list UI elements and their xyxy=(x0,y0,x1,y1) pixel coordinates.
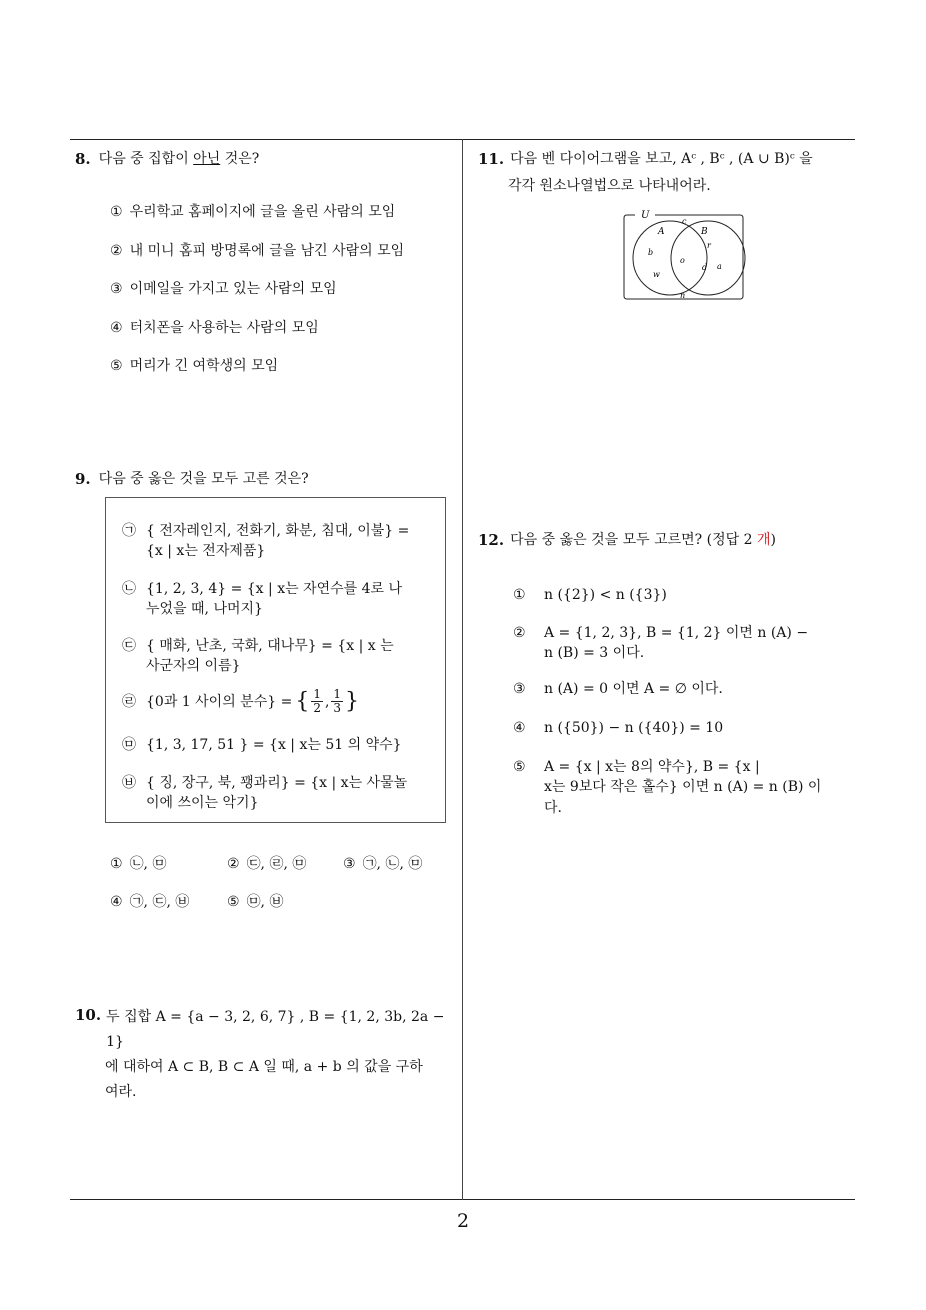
fraction-third: $\frac{1}{3}$ xyxy=(333,687,342,716)
option-mark: ④ xyxy=(513,720,526,736)
question-10 xyxy=(75,1005,457,1105)
question-number: 10. xyxy=(75,1006,102,1024)
option-line: A = {1, 2, 3}, B = {1, 2} 이면 n (A) − xyxy=(544,625,809,641)
fraction-half: $\frac{1}{2}$ xyxy=(313,687,321,716)
element-w: w xyxy=(653,270,660,279)
q9-statement-6 xyxy=(122,773,428,814)
question-line: 여라. xyxy=(105,1084,137,1100)
answer-count-word: 개 xyxy=(756,532,771,548)
element-o: o xyxy=(680,256,685,265)
choice-mark: ② xyxy=(227,856,240,872)
q9-statement-2 xyxy=(122,579,428,620)
option-mark: ① xyxy=(110,204,123,220)
option-line: n ({50}) − n ({40}) = 10 xyxy=(544,720,724,736)
option-line: A = {x | x는 8의 약수}, B = {x | xyxy=(544,759,760,775)
question-9 xyxy=(75,469,450,491)
question-12 xyxy=(478,530,863,552)
q8-option-5[interactable] xyxy=(110,356,278,376)
question-text-pre: 다음 중 집합이 xyxy=(98,151,189,167)
question-text: 다음 벤 다이어그램을 보고, Aᶜ , Bᶜ , (A ∪ B)ᶜ 을 xyxy=(510,151,813,167)
venn-diagram xyxy=(621,207,747,303)
question-text xyxy=(510,530,863,550)
option-text: 머리가 긴 여학생의 모임 xyxy=(129,358,279,374)
statement-mark: ㉡ xyxy=(122,581,136,597)
choice-mark: ④ xyxy=(110,894,123,910)
statement-line: 사군자의 이름} xyxy=(146,658,241,675)
option-mark: ⑤ xyxy=(110,358,123,374)
question-number: 8. xyxy=(75,150,91,168)
option-mark: ③ xyxy=(110,281,123,297)
q8-option-3[interactable] xyxy=(110,279,337,299)
choice-text: ㉠, ㉡, ㉤ xyxy=(362,856,423,872)
q9-choice-2[interactable] xyxy=(227,854,306,874)
question-8 xyxy=(75,149,450,171)
option-mark: ① xyxy=(513,587,526,603)
question-text-post: 것은? xyxy=(224,151,260,167)
statement-mark: ㉥ xyxy=(122,775,136,791)
option-text: 우리학교 홈페이지에 글을 올린 사람의 모임 xyxy=(129,204,396,220)
statement-mark: ㉠ xyxy=(122,523,136,539)
question-text-main: 다음 중 옳은 것을 모두 고르면? (정답 2 xyxy=(510,532,753,548)
statement-line: 누었을 때, 나머지} xyxy=(146,601,263,618)
column-divider xyxy=(462,139,463,1200)
question-text: 다음 중 옳은 것을 모두 고른 것은? xyxy=(98,471,309,487)
choice-text: ㉤, ㉥ xyxy=(246,894,284,910)
option-line: n (A) = 0 이면 A = ∅ 이다. xyxy=(544,681,723,697)
set-a-circle xyxy=(633,221,707,295)
statement-mark: ㉤ xyxy=(122,737,136,753)
statement-line: { 징, 장구, 북, 꽹과리} = {x | x는 사물놀 xyxy=(146,775,408,791)
question-number: 12. xyxy=(478,531,505,549)
element-a: a xyxy=(717,262,722,271)
set-a-label: A xyxy=(658,227,665,237)
statement-line: {x | x는 전자제품} xyxy=(146,543,266,560)
question-text-end: ) xyxy=(770,532,776,548)
statement-mark: ㉣ xyxy=(122,693,136,710)
q9-choice-1[interactable] xyxy=(110,854,166,874)
element-b: b xyxy=(648,248,654,257)
question-line: 에 대하여 A ⊂ B, B ⊂ A 일 때, a + b 의 값을 구하 xyxy=(105,1059,423,1075)
q9-choice-3[interactable] xyxy=(343,854,422,874)
option-mark: ④ xyxy=(110,320,123,336)
question-number: 11. xyxy=(478,150,505,168)
choice-mark: ③ xyxy=(343,856,356,872)
q12-option-2[interactable] xyxy=(513,623,853,664)
choice-mark: ① xyxy=(110,856,123,872)
choice-text: ㉢, ㉣, ㉤ xyxy=(246,856,307,872)
option-mark: ② xyxy=(110,243,123,259)
option-mark: ② xyxy=(513,625,526,641)
q9-choice-5[interactable] xyxy=(227,892,283,912)
question-line: 두 집합 A = {a − 3, 2, 6, 7} , B = {1, 2, 3b, 2a − 1} xyxy=(106,1009,445,1050)
element-c: c xyxy=(682,217,687,226)
statement-line: { 전자레인지, 전화기, 화분, 침대, 이불} = xyxy=(146,523,410,539)
option-mark: ⑤ xyxy=(513,759,526,775)
q12-option-4[interactable] xyxy=(513,718,848,738)
statement-line: { 매화, 난초, 국화, 대나무} = {x | x 는 xyxy=(146,638,394,654)
option-text: 이메일을 가지고 있는 사람의 모임 xyxy=(129,281,337,297)
option-line: 다. xyxy=(544,799,562,816)
question-11 xyxy=(478,149,863,196)
statement-line: {1, 2, 3, 4} = {x | x는 자연수를 4로 나 xyxy=(146,581,403,597)
page-number: 2 xyxy=(456,1210,470,1232)
question-line: 각각 원소나열법으로 나타내어라. xyxy=(508,177,711,194)
q9-statement-4: ㉣ {0과 1 사이의 분수} = { $\frac{1}{2}$ , $\frac{1}{3}$ } xyxy=(122,687,360,716)
statement-line: {1, 3, 17, 51 } = {x | x는 51 의 약수} xyxy=(146,737,402,753)
q8-option-4[interactable] xyxy=(110,318,319,338)
universe-label: U xyxy=(641,210,650,221)
element-d: d xyxy=(702,263,708,272)
option-text: 터치폰을 사용하는 사람의 모임 xyxy=(129,320,319,336)
option-line: n ({2}) < n ({3}) xyxy=(544,587,667,603)
option-mark: ③ xyxy=(513,681,526,697)
statement-line: 이에 쓰이는 악기} xyxy=(146,795,259,812)
statement-mark: ㉢ xyxy=(122,638,136,654)
element-r: r xyxy=(707,241,711,250)
choice-text: ㉡, ㉤ xyxy=(129,856,167,872)
set-b-label: B xyxy=(701,227,708,237)
choice-mark: ⑤ xyxy=(227,894,240,910)
q9-statement-3 xyxy=(122,636,428,677)
q12-option-1[interactable] xyxy=(513,585,848,605)
option-line: x는 9보다 작은 홀수} 이면 n (A) = n (B) 이 xyxy=(544,779,822,796)
option-line: n (B) = 3 이다. xyxy=(544,645,645,662)
choice-text: ㉠, ㉢, ㉥ xyxy=(129,894,190,910)
question-text-underlined: 아닌 xyxy=(193,151,221,167)
option-text: 내 미니 홈피 방명록에 글을 남긴 사람의 모임 xyxy=(129,243,405,259)
q8-option-1[interactable] xyxy=(110,202,395,222)
statement-line: {0과 1 사이의 분수} = xyxy=(146,693,293,710)
element-n: n xyxy=(680,291,686,300)
question-number: 9. xyxy=(75,470,91,488)
question-text xyxy=(99,149,450,169)
q9-statement-1 xyxy=(122,521,428,562)
q12-option-3[interactable] xyxy=(513,679,848,699)
q9-statement-5 xyxy=(122,735,428,755)
q8-option-2[interactable] xyxy=(110,241,404,261)
question-text xyxy=(106,1005,457,1055)
q9-choice-4[interactable] xyxy=(110,892,189,912)
q12-option-5[interactable] xyxy=(513,757,853,818)
